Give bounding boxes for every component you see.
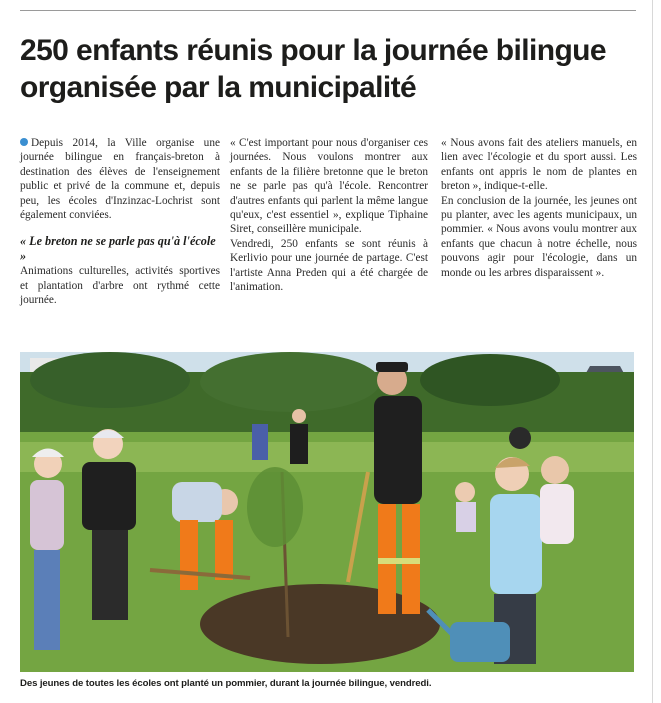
agent-cap xyxy=(376,362,408,372)
text-column-2 xyxy=(230,136,428,294)
child-jeans xyxy=(34,550,60,650)
sapling-leaves xyxy=(247,467,303,547)
paragraph-quote-siret: « C'est important pour nous d'organiser ces journées. Nous voulons montrer aux enfants de la filière bretonne que le breton ne se parle pas qu'à l'école. Rencontrer d'autres enfants qui parlent la même langue qu'eux, c'est essentiel », explique Tiphaine Siret, conseillère municipale. xyxy=(230,137,428,236)
bg-person-head xyxy=(292,409,306,423)
tree-canopy-right xyxy=(420,354,560,406)
bullet-icon xyxy=(20,138,28,146)
tree-canopy-center xyxy=(200,352,380,412)
text-column-3 xyxy=(441,136,637,280)
girl-tshirt xyxy=(82,462,136,530)
paragraph-kerlivio: Vendredi, 250 enfants se sont réunis à Kerlivio pour une journée de partage. C'est l'artiste Anna Preden qui a été chargée de l'animation. xyxy=(230,237,428,294)
agent-tshirt xyxy=(374,396,422,504)
subheading: « Le breton ne se parle pas qu'à l'école » xyxy=(20,234,216,264)
paragraph-activities: Animations culturelles, activités sportives et plantation d'arbre ont rythmé cette journée. xyxy=(20,265,220,307)
headline: 250 enfants réunis pour la journée bilingue organisée par la municipalité xyxy=(20,34,606,104)
text-column-1 xyxy=(20,136,220,308)
reflective-stripe xyxy=(378,558,420,564)
intro-text: Depuis 2014, la Ville organise une journée bilingue en français-breton à destination des élèves de l'enseignement public et privé de la commune et, depuis peu, les écoles d'Inzinzac-Lochrist sont également conviées. xyxy=(20,137,220,222)
tree-planting-illustration xyxy=(20,352,634,672)
paragraph-intro xyxy=(20,136,220,222)
bg-person-dark xyxy=(290,424,308,464)
watering-can xyxy=(450,622,510,662)
child-shirt xyxy=(30,480,64,550)
worker-shirt xyxy=(172,482,222,522)
child-right-shirt xyxy=(540,484,574,544)
child-right-head xyxy=(541,456,569,484)
tree-canopy-left xyxy=(30,352,190,408)
paragraph-quote-preden: « Nous avons fait des ateliers manuels, en lien avec l'écologie et du sport aussi. Les enfants ont appris le nom de plantes en breton », indique-t-elle. xyxy=(441,137,637,193)
photo-caption: Des jeunes de toutes les écoles ont planté un pommier, durant la journée bilingue, vendredi. xyxy=(20,678,432,689)
page-edge xyxy=(652,0,653,703)
top-rule xyxy=(20,10,636,11)
worker-trousers-left xyxy=(180,520,198,590)
worker-trousers-right xyxy=(215,520,233,580)
small-child-head xyxy=(455,482,475,502)
girl-trousers xyxy=(92,530,128,620)
boy-tshirt xyxy=(490,494,542,594)
small-child-shirt xyxy=(456,502,476,532)
child-dark-hair xyxy=(509,427,531,449)
article-photo xyxy=(20,352,634,672)
paragraph-conclusion: En conclusion de la journée, les jeunes ont pu planter, avec les agents municipaux, un pommier. « Nous avons voulu montrer aux enfants que chacun à notre échelle, nous pouvons agir pour l'écologie, dans un monde ou les arbres disparaissent ». xyxy=(441,194,637,279)
bg-person-shirt xyxy=(252,424,268,460)
